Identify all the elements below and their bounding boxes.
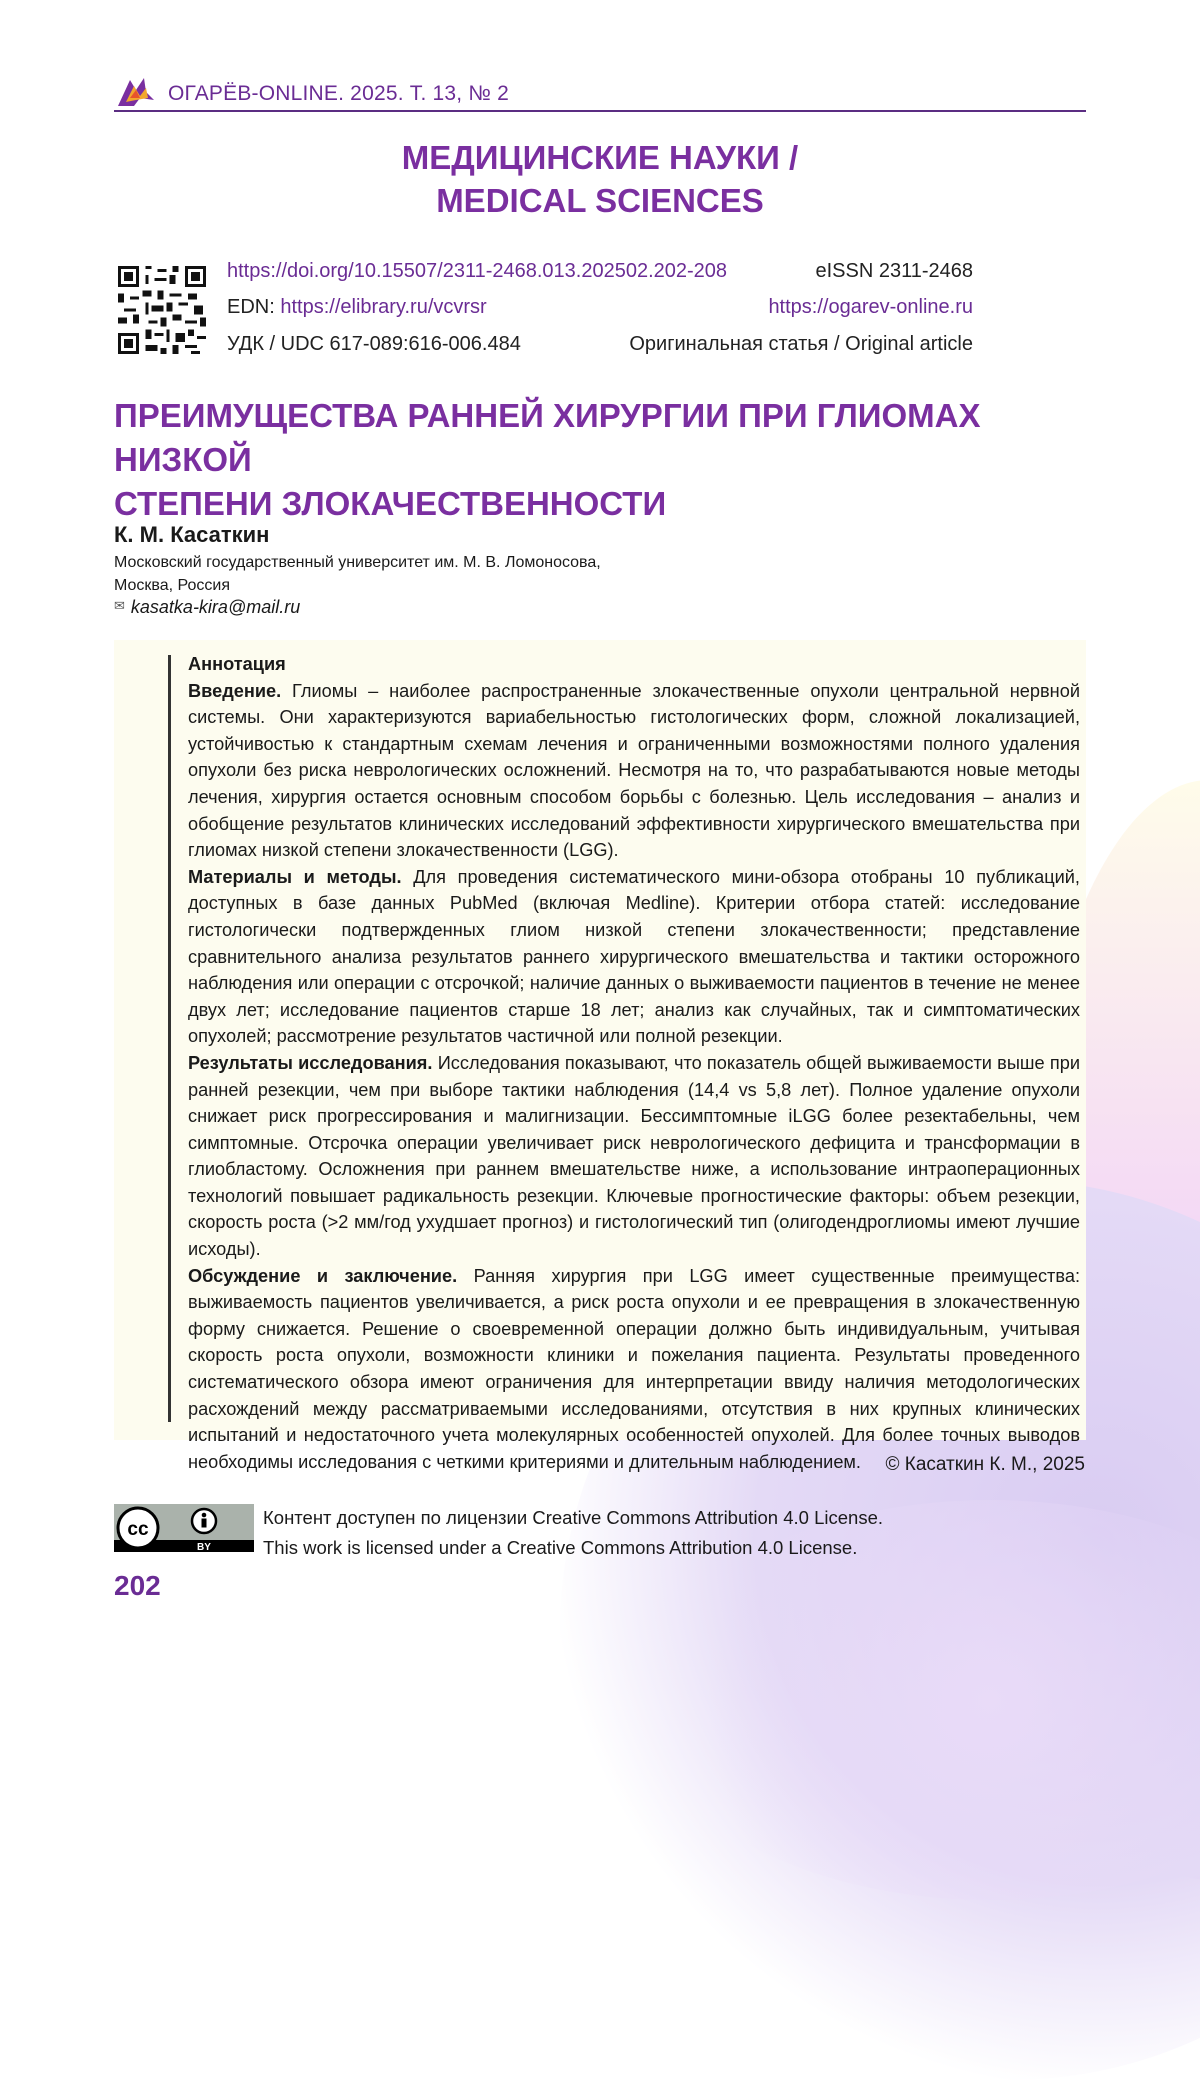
author-email[interactable]: ✉ kasatka-kira@mail.ru <box>114 597 300 618</box>
svg-text:BY: BY <box>197 1542 211 1552</box>
abstract-heading: Аннотация <box>188 651 1080 678</box>
cc-by-license-icon[interactable] <box>114 1504 254 1552</box>
affiliation: Московский государственный университет им. М. В. Ломоносова, Москва, Россия <box>114 551 674 597</box>
section-title: МЕДИЦИНСКИЕ НАУКИ / MEDICAL SCIENCES <box>0 136 1200 222</box>
doi-link[interactable]: https://doi.org/10.15507/2311-2468.013.202502.202-208 <box>227 260 727 283</box>
author-name: К. М. Касаткин <box>114 522 269 548</box>
abstract-results: Результаты исследования. Исследования показывают, что показатель общей выживаемости выше при ранней резекции, чем при выборе тактики наблюдения (14,4 vs 5,8 лет). Полное удаление опухоли снижает риск прогрессирования и малигнизации. Бессимптомные iLGG более резектабельны, чем симптомные. Отсрочка операции увеличивает риск неврологического дефицита и трансформации в глиобластому. Осложнения при раннем вмешательстве ниже, а использование интраоперационных технологий повышает радикальность резекции. Ключевые прогностические факторы: объем резекции, скорость роста (>2 мм/год ухудшает прогноз) и гистологический тип (олигодендроглиомы имеют лучшие исходы). <box>188 1050 1080 1263</box>
envelope-icon: ✉ <box>114 598 125 613</box>
journal-logo-icon <box>116 76 156 108</box>
license-text: Контент доступен по лицензии Creative Commons Attribution 4.0 License. This work is licensed under a Creative Commons Attribution 4.0 License. <box>263 1503 883 1563</box>
site-link[interactable]: https://ogarev-online.ru <box>768 296 973 319</box>
abstract-bar <box>168 655 171 1422</box>
eissn: eISSN 2311-2468 <box>815 260 973 283</box>
abstract-intro: Введение. Глиомы – наиболее распространенные злокачественные опухоли центральной нервной системы. Они характеризуются вариабельностью гистологических форм, сложной локализацией, устойчивостью к стандартным схемам лечения и ограниченными возможностями полного удаления опухоли без риска неврологических осложнений. Несмотря на то, что разрабатываются новые методы лечения, хирургия остается основным способом борьбы с болезнью. Цель исследования – анализ и обобщение результатов клинических исследований эффективности хирургического вмешательства при глиомах низкой степени злокачественности (LGG). <box>188 678 1080 864</box>
edn: EDN: https://elibrary.ru/vcvrsr <box>227 296 487 319</box>
abstract-discussion: Обсуждение и заключение. Ранняя хирургия при LGG имеет существенные преимущества: выживаемость пациентов увеличивается, а риск роста опухоли и ее превращения в злокачественную форму снижается. Решение о своевременной операции должно быть индивидуальным, учитывая скорость роста опухоли, возможности клиники и пожелания пациента. Результаты проведенного систематического обзора имеют ограничения для интерпретации ввиду наличия методологических расхождений между рассматриваемыми исследованиями, отсутствия в них крупных клинических испытаний и недостаточного учета молекулярных особенностей опухолей. Для более точных выводов необходимы исследования с четкими критериями и длительным наблюдением. <box>188 1263 1080 1476</box>
article-type: Оригинальная статья / Original article <box>629 333 973 356</box>
abstract <box>188 651 1080 1475</box>
page-number: 202 <box>114 1570 161 1602</box>
svg-text:cc: cc <box>127 1519 149 1540</box>
udc: УДК / UDC 617-089:616-006.484 <box>227 333 521 356</box>
journal-header <box>114 76 1086 112</box>
edn-link[interactable]: https://elibrary.ru/vcvrsr <box>280 296 486 318</box>
qr-code-icon <box>118 266 206 354</box>
copyright: © Касаткин К. М., 2025 <box>885 1454 1085 1476</box>
journal-title: ОГАРЁВ-ONLINE. 2025. Т. 13, № 2 <box>168 82 509 106</box>
abstract-methods: Материалы и методы. Для проведения систематического мини-обзора отобраны 10 публикаций, доступных в базе данных PubMed (включая Medline). Критерии отбора статей: исследование гистологически подтвержденных глиом низкой степени злокачественности; представление сравнительного анализа результатов раннего хирургического вмешательства и тактики осторожного наблюдения или операции с отсрочкой; наличие данных о выживаемости пациентов в течение не менее двух лет; исследование пациентов старше 18 лет; анализ как случайных, так и симптоматических опухолей; рассмотрение результатов частичной или полной резекции. <box>188 864 1080 1050</box>
article-title: ПРЕИМУЩЕСТВА РАННЕЙ ХИРУРГИИ ПРИ ГЛИОМАХ НИЗКОЙ СТЕПЕНИ ЗЛОКАЧЕСТВЕННОСТИ <box>114 394 1094 526</box>
